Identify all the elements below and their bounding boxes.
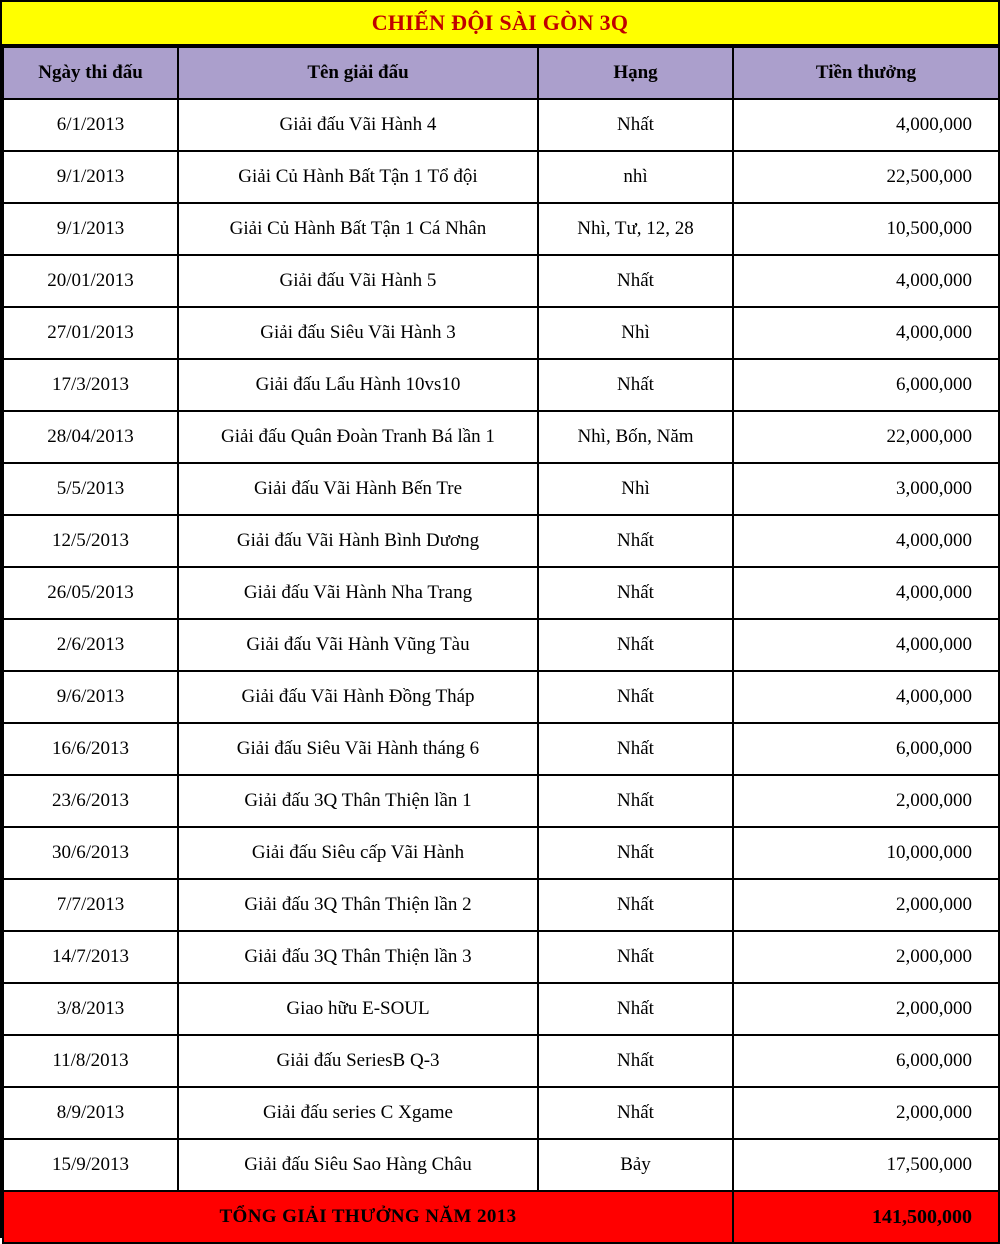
table-row: [3, 879, 999, 931]
total-label: TỔNG GIẢI THƯỞNG NĂM 2013: [3, 1191, 733, 1243]
cell-date: 16/6/2013: [3, 723, 178, 775]
cell-date: 12/5/2013: [3, 515, 178, 567]
cell-rank: Nhất: [538, 983, 733, 1035]
cell-date: 17/3/2013: [3, 359, 178, 411]
header-row: [3, 47, 999, 99]
cell-prize: 4,000,000: [733, 307, 999, 359]
cell-date: 28/04/2013: [3, 411, 178, 463]
cell-date: 9/6/2013: [3, 671, 178, 723]
cell-prize: 2,000,000: [733, 879, 999, 931]
cell-rank: Nhất: [538, 723, 733, 775]
cell-name: Giải đấu 3Q Thân Thiện lần 1: [178, 775, 538, 827]
cell-prize: 4,000,000: [733, 99, 999, 151]
table-row: [3, 99, 999, 151]
cell-prize: 10,000,000: [733, 827, 999, 879]
table-row: [3, 515, 999, 567]
table-row: [3, 775, 999, 827]
cell-name: Giải đấu 3Q Thân Thiện lần 2: [178, 879, 538, 931]
page-title: CHIẾN ĐỘI SÀI GÒN 3Q: [371, 10, 629, 35]
cell-prize: 3,000,000: [733, 463, 999, 515]
cell-prize: 2,000,000: [733, 931, 999, 983]
cell-rank: Nhất: [538, 255, 733, 307]
cell-prize: 6,000,000: [733, 723, 999, 775]
cell-rank: Nhất: [538, 1035, 733, 1087]
table-row: [3, 619, 999, 671]
cell-prize: 10,500,000: [733, 203, 999, 255]
table-row: [3, 1035, 999, 1087]
cell-name: Giải đấu Siêu Vãi Hành tháng 6: [178, 723, 538, 775]
cell-date: 27/01/2013: [3, 307, 178, 359]
cell-name: Giải đấu Quân Đoàn Tranh Bá lần 1: [178, 411, 538, 463]
table-row: [3, 307, 999, 359]
cell-date: 9/1/2013: [3, 203, 178, 255]
table-row: [3, 983, 999, 1035]
cell-prize: 4,000,000: [733, 619, 999, 671]
table-row: [3, 411, 999, 463]
cell-name: Giải đấu Siêu Sao Hàng Châu: [178, 1139, 538, 1191]
cell-date: 5/5/2013: [3, 463, 178, 515]
table-row: [3, 463, 999, 515]
cell-rank: Nhì, Bốn, Năm: [538, 411, 733, 463]
cell-date: 20/01/2013: [3, 255, 178, 307]
cell-prize: 2,000,000: [733, 1087, 999, 1139]
cell-rank: nhì: [538, 151, 733, 203]
table-body: [3, 99, 999, 1191]
cell-rank: Nhất: [538, 99, 733, 151]
cell-rank: Nhất: [538, 775, 733, 827]
cell-date: 15/9/2013: [3, 1139, 178, 1191]
tournament-prize-table: [2, 46, 1000, 1244]
cell-rank: Bảy: [538, 1139, 733, 1191]
table-row: [3, 203, 999, 255]
cell-date: 2/6/2013: [3, 619, 178, 671]
cell-rank: Nhất: [538, 1087, 733, 1139]
total-value: 141,500,000: [733, 1191, 999, 1243]
cell-rank: Nhì: [538, 463, 733, 515]
cell-date: 6/1/2013: [3, 99, 178, 151]
cell-name: Giải đấu series C Xgame: [178, 1087, 538, 1139]
cell-rank: Nhất: [538, 567, 733, 619]
cell-prize: 22,000,000: [733, 411, 999, 463]
column-header-rank: Hạng: [538, 47, 733, 99]
table-row: [3, 567, 999, 619]
cell-rank: Nhất: [538, 359, 733, 411]
column-header-name: Tên giải đấu: [178, 47, 538, 99]
cell-prize: 2,000,000: [733, 983, 999, 1035]
total-row: [3, 1191, 999, 1243]
cell-rank: Nhì, Tư, 12, 28: [538, 203, 733, 255]
cell-date: 26/05/2013: [3, 567, 178, 619]
cell-name: Giải đấu Vãi Hành 5: [178, 255, 538, 307]
table-header: [3, 47, 999, 99]
cell-date: 9/1/2013: [3, 151, 178, 203]
table-row: [3, 931, 999, 983]
cell-name: Giải đấu Siêu cấp Vãi Hành: [178, 827, 538, 879]
cell-rank: Nhất: [538, 619, 733, 671]
cell-date: 7/7/2013: [3, 879, 178, 931]
cell-date: 30/6/2013: [3, 827, 178, 879]
cell-rank: Nhất: [538, 879, 733, 931]
column-header-prize: Tiền thưởng: [733, 47, 999, 99]
table-row: [3, 1087, 999, 1139]
cell-prize: 4,000,000: [733, 671, 999, 723]
cell-name: Giải đấu SeriesB Q-3: [178, 1035, 538, 1087]
cell-date: 23/6/2013: [3, 775, 178, 827]
table-row: [3, 827, 999, 879]
table-row: [3, 359, 999, 411]
table-footer: [3, 1191, 999, 1243]
cell-name: Giải Củ Hành Bất Tận 1 Cá Nhân: [178, 203, 538, 255]
cell-name: Giải đấu Vãi Hành Đồng Tháp: [178, 671, 538, 723]
cell-date: 11/8/2013: [3, 1035, 178, 1087]
cell-rank: Nhất: [538, 931, 733, 983]
cell-date: 8/9/2013: [3, 1087, 178, 1139]
cell-name: Giao hữu E-SOUL: [178, 983, 538, 1035]
cell-name: Giải đấu Vãi Hành Vũng Tàu: [178, 619, 538, 671]
table-row: [3, 1139, 999, 1191]
cell-rank: Nhất: [538, 827, 733, 879]
cell-name: Giải đấu Lẩu Hành 10vs10: [178, 359, 538, 411]
table-row: [3, 151, 999, 203]
cell-prize: 4,000,000: [733, 515, 999, 567]
cell-prize: 4,000,000: [733, 567, 999, 619]
cell-name: Giải Củ Hành Bất Tận 1 Tổ đội: [178, 151, 538, 203]
cell-prize: 4,000,000: [733, 255, 999, 307]
column-header-date: Ngày thi đấu: [3, 47, 178, 99]
cell-rank: Nhất: [538, 515, 733, 567]
cell-prize: 6,000,000: [733, 1035, 999, 1087]
table-row: [3, 671, 999, 723]
cell-name: Giải đấu Vãi Hành Bình Dương: [178, 515, 538, 567]
cell-prize: 22,500,000: [733, 151, 999, 203]
cell-name: Giải đấu Vãi Hành Bến Tre: [178, 463, 538, 515]
table-row: [3, 723, 999, 775]
cell-prize: 6,000,000: [733, 359, 999, 411]
cell-rank: Nhì: [538, 307, 733, 359]
cell-rank: Nhất: [538, 671, 733, 723]
cell-date: 14/7/2013: [3, 931, 178, 983]
cell-name: Giải đấu 3Q Thân Thiện lần 3: [178, 931, 538, 983]
cell-prize: 17,500,000: [733, 1139, 999, 1191]
cell-date: 3/8/2013: [3, 983, 178, 1035]
cell-name: Giải đấu Siêu Vãi Hành 3: [178, 307, 538, 359]
title-banner: [2, 2, 998, 46]
cell-prize: 2,000,000: [733, 775, 999, 827]
cell-name: Giải đấu Vãi Hành 4: [178, 99, 538, 151]
table-row: [3, 255, 999, 307]
cell-name: Giải đấu Vãi Hành Nha Trang: [178, 567, 538, 619]
